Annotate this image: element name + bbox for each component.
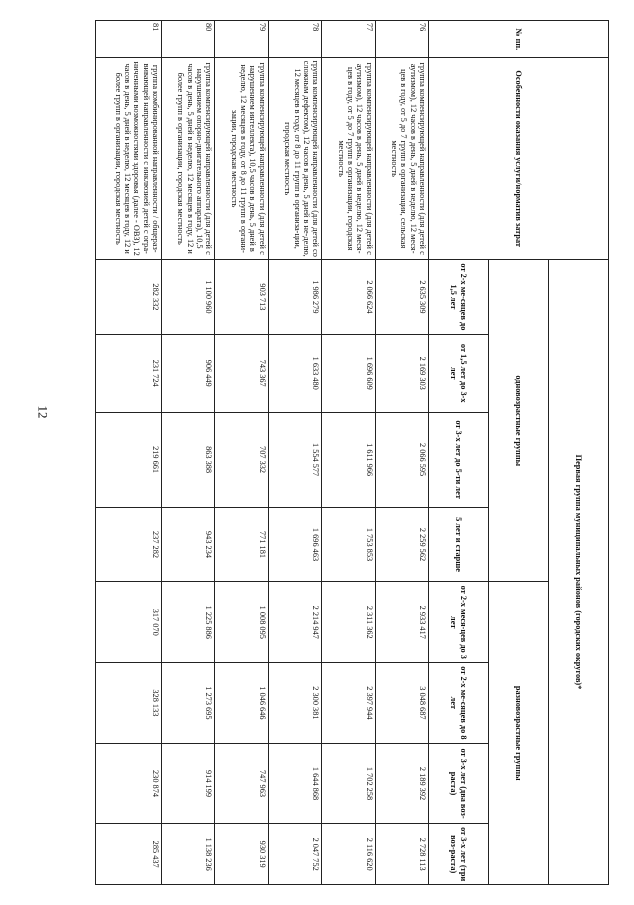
cost-value: 771 181 [215,507,268,582]
row-number: 77 [322,21,375,58]
row-description: группа компенсирующей направленности (для детей со сложным дефектом), 12 часов в день, 5 дней в не-делю, 12 месяцев в году, от 8 до 11 групп в организа-ции, городская местность [268,58,321,260]
table-row [96,21,162,885]
header-row-no: № пп. [429,21,609,58]
cost-value: 237 282 [96,507,162,582]
cost-value: 2 259 562 [375,507,428,582]
cost-value: 1 753 853 [322,507,375,582]
cost-value: 1 702 258 [322,743,375,824]
cost-value: 2 066 624 [322,259,375,334]
cost-value: 231 724 [96,334,162,412]
row-number: 80 [161,21,214,58]
table-body [96,21,429,885]
cost-value: 1 046 646 [215,663,268,744]
cost-value: 1 008 095 [215,582,268,663]
table-row [375,21,428,885]
cost-value: 1 554 577 [268,412,321,507]
cost-value: 943 234 [161,507,214,582]
cost-value: 3 048 687 [375,663,428,744]
header-col-mixed-3: от 3-х лет (три воз-раста) [429,824,489,885]
table-row [322,21,375,885]
page-number: 12 [35,405,51,419]
row-number: 79 [215,21,268,58]
cost-value: 914 199 [161,743,214,824]
cost-value: 2 311 362 [322,582,375,663]
cost-value: 1 611 966 [322,412,375,507]
row-description: группа компенсирующей направленности (для детей с аутизмом), 12 часов в день, 5 дней в неделю, 12 меся-цев в году, от 5 до 7 групп в организации, сельская местность [375,58,428,260]
cost-value: 2 189 392 [375,743,428,824]
header-mixed-age: разновозрастные группы [489,582,549,885]
cost-value: 1 273 695 [161,663,214,744]
cost-value: 747 963 [215,743,268,824]
row-number: 76 [375,21,428,58]
tariff-table [95,20,609,885]
header-col-mixed-2: от 3-х лет (два воз-раста) [429,743,489,824]
table-row [268,21,321,885]
row-number: 78 [268,21,321,58]
header-group: Первая группа муниципальных районов (городских округов)* [549,259,609,884]
cost-value: 1 696 463 [268,507,321,582]
cost-value: 903 713 [215,259,268,334]
cost-value: 2 169 303 [375,334,428,412]
cost-value: 1 225 886 [161,582,214,663]
row-description: группа компенсирующей направленности (для детей с нарушением опорно-двигательного аппарата), 10,5 часов в день, 5 дней в неделю, 12 месяцев в году, 12 и более групп в организации, городская местность [161,58,214,260]
cost-value: 2 214 947 [268,582,321,663]
header-features: Особенности оказания услуги/норматив затрат [429,58,609,260]
row-description: группа комбинированной направленности / общераз-вивающей направленности с инклюзией детей с огра-ниченными возможностями здоровья (далее - ОВЗ), 12 часов в день, 5 дней в неделю, 12 месяцев в году, 12 и более групп в организации, городская местность [96,58,162,260]
cost-value: 906 449 [161,334,214,412]
cost-value: 219 661 [96,412,162,507]
cost-value: 2 300 381 [268,663,321,744]
cost-value: 1 633 480 [268,334,321,412]
header-col-single-2: от 3-х лет до 5-ти лет [429,412,489,507]
cost-value: 2 116 620 [322,824,375,885]
cost-value: 285 437 [96,824,162,885]
cost-value: 2 066 595 [375,412,428,507]
row-number: 81 [96,21,162,58]
cost-value: 930 319 [215,824,268,885]
rotated-table-container [95,20,609,885]
header-single-age: одновозрастные группы [489,259,549,581]
table-row [215,21,268,885]
cost-value: 2 728 113 [375,824,428,885]
cost-value: 282 332 [96,259,162,334]
cost-value: 2 933 417 [375,582,428,663]
header-col-single-3: 5 лет и старше [429,507,489,582]
cost-value: 230 874 [96,743,162,824]
cost-value: 317 070 [96,582,162,663]
cost-value: 863 388 [161,412,214,507]
cost-value: 1 100 960 [161,259,214,334]
cost-value: 1 696 609 [322,334,375,412]
cost-value: 2 047 752 [268,824,321,885]
row-description: группа компенсирующей направленности (для детей с нарушением интеллекта), 10,5 часов в день, 5 дней в неделю, 12 месяцев в году, от 8 до 11 групп в органи-зации, городская местность [215,58,268,260]
cost-value: 1 138 236 [161,824,214,885]
cost-value: 328 133 [96,663,162,744]
row-description: группа компенсирующей направленности (для детей с аутизмом), 12 часов в день, 5 дней в неделю, 12 меся-цев в году, от 5 до 7 групп в организации, городская местность [322,58,375,260]
cost-value: 1 986 279 [268,259,321,334]
header-col-mixed-0: от 2-х меся-цев до 3 лет [429,582,489,663]
cost-value: 707 332 [215,412,268,507]
header-col-single-1: от 1,5 лет до 3-х лет [429,334,489,412]
header-col-single-0: от 2-х ме-сяцев до 1,5 лет [429,259,489,334]
cost-value: 1 644 868 [268,743,321,824]
header-col-mixed-1: от 2-х ме-сяцев до 8 лет [429,663,489,744]
cost-value: 2 635 309 [375,259,428,334]
cost-value: 743 367 [215,334,268,412]
table-row [161,21,214,885]
cost-value: 2 397 944 [322,663,375,744]
